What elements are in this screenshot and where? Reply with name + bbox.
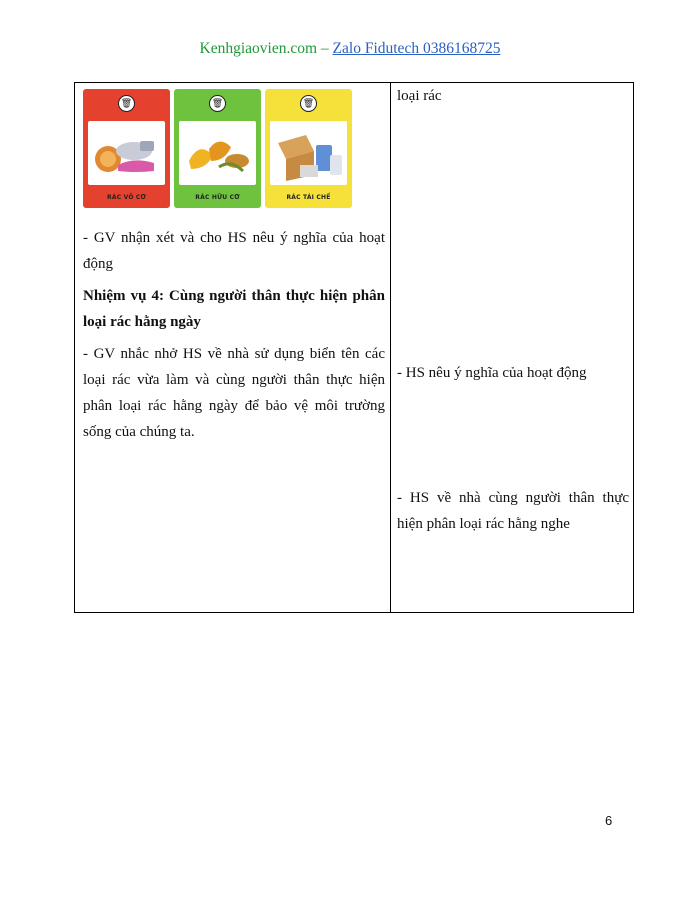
task-4-heading: Nhiệm vụ 4: Cùng người thân thực hiện phân loại rác hằng ngày <box>83 288 385 330</box>
card-organic <box>174 89 261 208</box>
card-label-organic: RÁC HỮU CƠ <box>195 194 240 201</box>
recyclable-waste-illustration <box>270 121 347 185</box>
trash-bin-icon: 🗑 <box>300 95 317 112</box>
page-header <box>0 40 700 58</box>
teacher-paragraph-2: - GV nhắc nhở HS về nhà sử dụng biển tên các loại rác vừa làm và cùng người thân thực hiện phân loại rác hằng ngày để bảo vệ môi trường sống của chúng ta. <box>83 346 385 440</box>
header-zalo-link[interactable]: Zalo Fidutech 0386168725 <box>332 40 501 57</box>
student-text-2: - HS nêu ý nghĩa của hoạt động <box>397 365 587 381</box>
waste-cards-image <box>83 89 385 208</box>
card-inorganic <box>83 89 170 208</box>
organic-waste-illustration <box>179 121 256 185</box>
lesson-table <box>74 82 634 613</box>
student-text-1: loại rác <box>397 88 442 104</box>
teacher-paragraph-1: - GV nhận xét và cho HS nêu ý nghĩa của hoạt động <box>83 230 385 272</box>
teacher-column <box>83 89 385 445</box>
column-divider <box>390 83 391 612</box>
card-label-inorganic: RÁC VÔ CƠ <box>107 194 146 201</box>
card-recyclable <box>265 89 352 208</box>
header-site-link[interactable]: Kenhgiaovien.com <box>199 40 318 57</box>
inorganic-waste-illustration <box>88 121 165 185</box>
page-number: 6 <box>605 813 613 828</box>
student-text-3: - HS về nhà cùng người thân thực hiện phân loại rác hằng nghe <box>397 490 629 532</box>
trash-bin-icon: 🗑 <box>209 95 226 112</box>
trash-bin-icon: 🗑 <box>118 95 135 112</box>
card-label-recyclable: RÁC TÁI CHẾ <box>286 194 331 201</box>
header-dash: – <box>320 40 329 57</box>
